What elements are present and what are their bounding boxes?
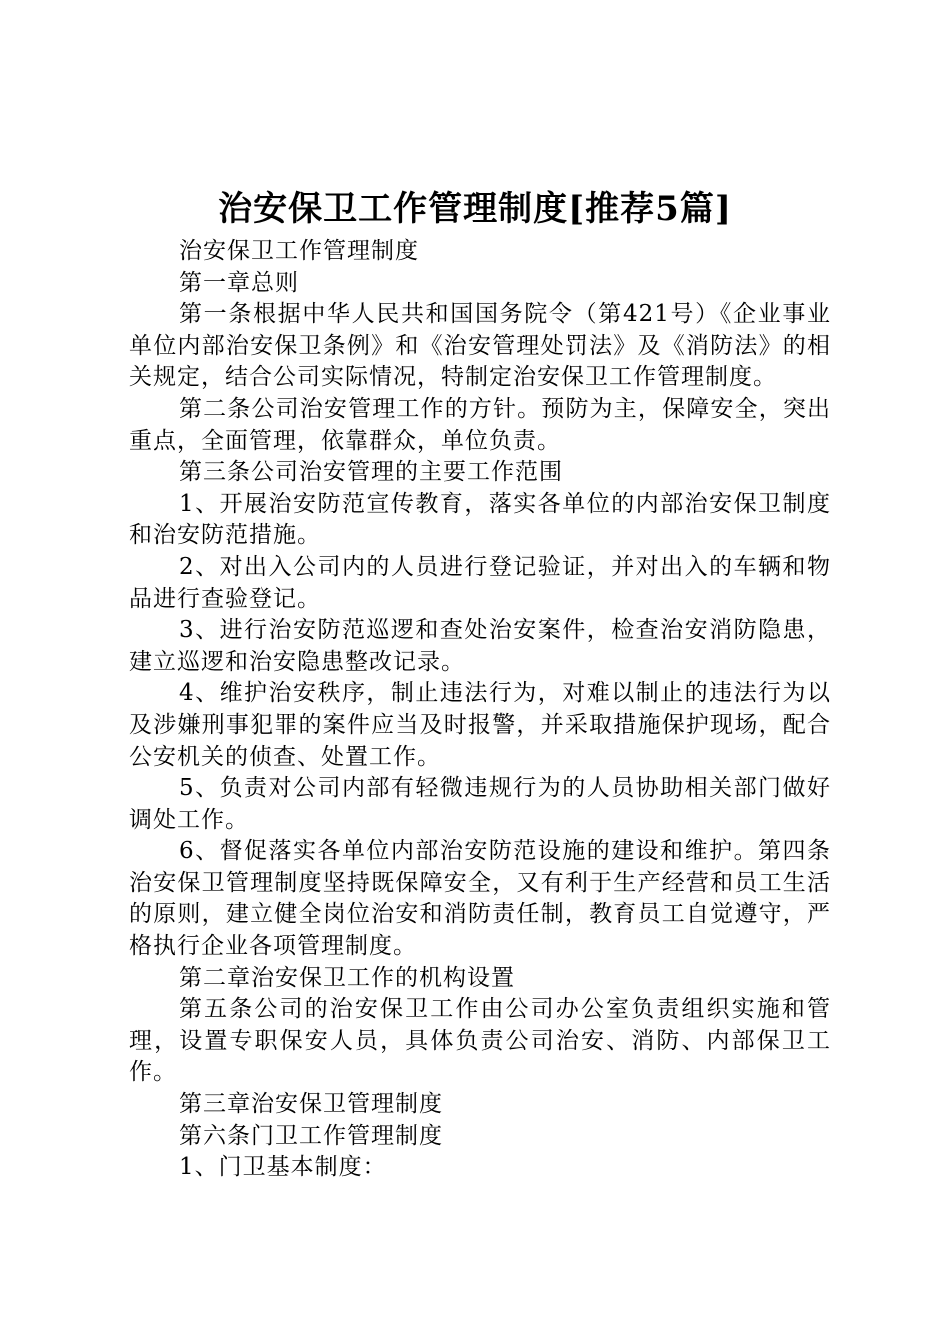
paragraph-article-6: 第六条门卫工作管理制度 <box>179 1122 443 1149</box>
paragraph-item-2: 2、对出入公司内的人员进行登记验证，并对出入的车辆和物品进行查验登记。 <box>129 553 831 612</box>
paragraph-item-4: 4、维护治安秩序，制止违法行为，对难以制止的违法行为以及涉嫌刑事犯罪的案件应当及时报警，并采取措施保护现场，配合公安机关的侦查、处置工作。 <box>129 680 831 770</box>
paragraph-item-6: 6、督促落实各单位内部治安防范设施的建设和维护。第四条治安保卫管理制度坚持既保障安全，又有利于生产经营和员工生活的原则，建立健全岗位治安和消防责任制，教育员工自觉遵守，严格执行企业各项管理制度。 <box>129 838 831 960</box>
paragraph-item-5: 5、负责对公司内部有轻微违规行为的人员协助相关部门做好调处工作。 <box>129 775 831 833</box>
paragraph-article-2: 第二条公司治安管理工作的方针。预防为主，保障安全，突出重点，全面管理，依靠群众，单位负责。 <box>129 395 831 454</box>
paragraph-article-3: 第三条公司治安管理的主要工作范围 <box>179 459 563 486</box>
paragraph-chapter-3: 第三章治安保卫管理制度 <box>179 1091 443 1118</box>
paragraph-gate-basic: 1、门卫基本制度： <box>179 1154 387 1181</box>
paragraph-chapter-2: 第二章治安保卫工作的机构设置 <box>179 964 515 991</box>
document-title: 治安保卫工作管理制度[推荐5篇] <box>218 189 732 229</box>
paragraph-item-1: 1、开展治安防范宣传教育，落实各单位的内部治安保卫制度和治安防范措施。 <box>129 490 831 549</box>
paragraph-doc-heading: 治安保卫工作管理制度 <box>179 238 419 264</box>
paragraph-item-3: 3、进行治安防范巡逻和查处治安案件，检查治安消防隐患，建立巡逻和治安隐患整改记录。 <box>129 617 831 675</box>
paragraph-article-1: 第一条根据中华人民共和国国务院令（第421号）《企业事业单位内部治安保卫条例》和《治安管理处罚法》及《消防法》的相关规定，结合公司实际情况，特制定治安保卫工作管理制度。 <box>129 301 831 391</box>
paragraph-chapter-1: 第一章总则 <box>179 269 299 296</box>
document-body <box>129 236 831 1184</box>
paragraph-article-5: 第五条公司的治安保卫工作由公司办公室负责组织实施和管理，设置专职保安人员，具体负责公司治安、消防、内部保卫工作。 <box>129 996 831 1086</box>
